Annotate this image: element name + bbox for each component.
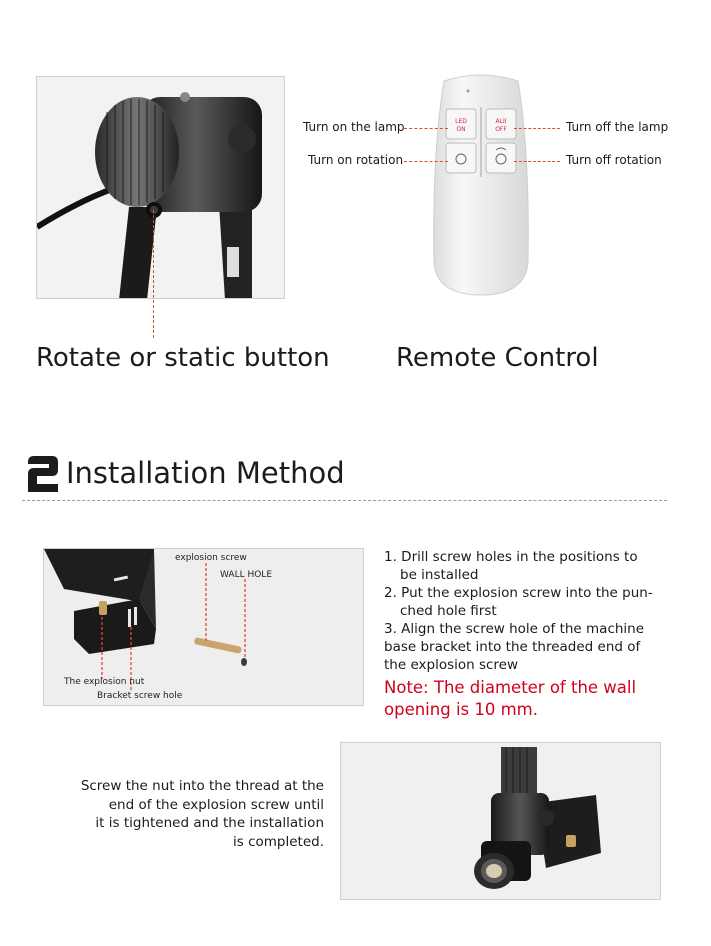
remote-control-illustration: [430, 73, 532, 298]
final-line-1: Screw the nut into the thread at the: [80, 778, 324, 794]
step-3-line-3: the explosion screw: [384, 657, 519, 673]
final-instruction: [40, 777, 324, 851]
section-number: 2: [42, 484, 44, 485]
label-explosion-screw: explosion screw: [175, 553, 247, 563]
note-line-2: opening is 10 mm.: [384, 700, 538, 719]
label-bracket-screw-hole: Bracket screw hole: [97, 691, 183, 701]
section-number-icon: [24, 454, 62, 494]
section-divider: [22, 500, 667, 501]
callout-rotation-on: [404, 161, 448, 162]
callout-lamp-on: [404, 128, 448, 129]
label-turn-on-lamp: Turn on the lamp: [303, 120, 405, 134]
caption-remote-control: Remote Control: [396, 343, 599, 373]
label-turn-off-rotation: Turn off rotation: [566, 153, 662, 167]
all-off-label-1: ALII: [495, 118, 507, 125]
caption-rotate-static-button: Rotate or static button: [36, 343, 330, 373]
step-2: [384, 584, 684, 620]
label-turn-on-rotation: Turn on rotation: [308, 153, 404, 167]
step-1-continuation: be installed: [400, 567, 479, 583]
label-turn-off-lamp: Turn off the lamp: [566, 120, 669, 134]
installation-steps: [384, 548, 684, 674]
wall-installation-photo: [43, 548, 364, 706]
callout-rotation-off: [514, 161, 560, 162]
step-1: [384, 548, 684, 584]
step-3-text: 3. Align the screw hole of the machine: [384, 621, 645, 637]
all-off-label-2: OFF: [495, 126, 507, 133]
final-line-2: end of the explosion screw until: [108, 796, 324, 813]
step-1-text: 1. Drill screw holes in the positions to: [384, 549, 638, 565]
installed-lamp-illustration: [341, 743, 661, 900]
label-wall-hole: WALL HOLE: [220, 570, 273, 580]
note-line-1: Note: The diameter of the wall: [384, 678, 637, 697]
diameter-note: [384, 677, 684, 721]
section-title: Installation Method: [66, 456, 345, 490]
final-line-4: is completed.: [233, 833, 324, 850]
step-2-continuation: ched hole first: [400, 603, 497, 619]
led-on-label-2: ON: [456, 126, 466, 133]
lamp-photo: [36, 76, 285, 299]
led-on-label-1: LED: [455, 118, 467, 125]
step-3-line-2: base bracket into the threaded end of: [384, 639, 641, 655]
final-line-3: it is tightened and the installation: [95, 815, 324, 831]
rotate-button-callout: [153, 210, 154, 338]
label-explosion-nut: The explosion nut: [64, 677, 145, 687]
step-2-text: 2. Put the explosion screw into the pun-: [384, 585, 653, 601]
callout-lamp-off: [514, 128, 560, 129]
lamp-illustration: [37, 77, 285, 299]
step-3: [384, 620, 684, 674]
installed-lamp-photo: [340, 742, 661, 900]
